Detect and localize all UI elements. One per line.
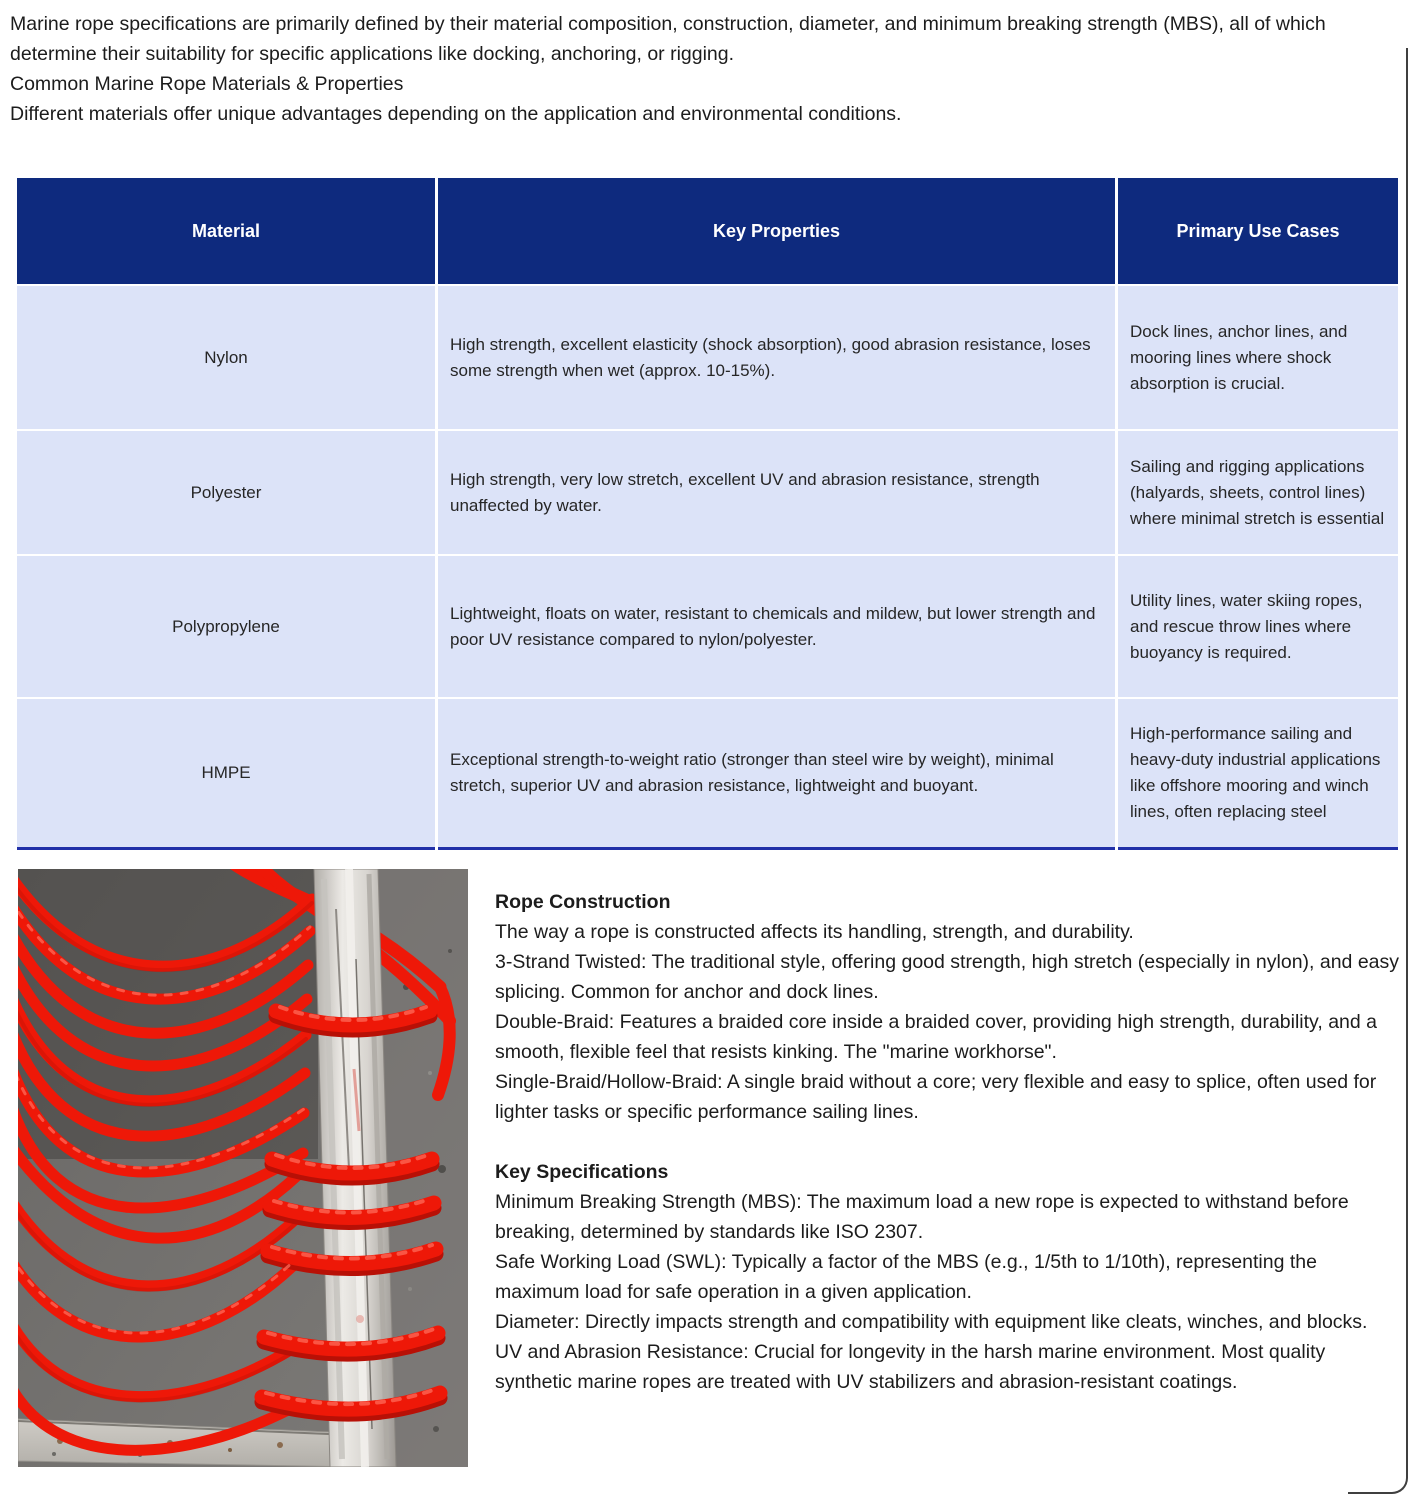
rope-photo: [18, 869, 468, 1467]
construction-paragraph: 3-Strand Twisted: The traditional style, offering good strength, high stretch (especially in nylon), and easy splicing. Common for anchor and dock lines.: [495, 950, 1400, 1003]
header-key-properties: Key Properties: [437, 177, 1117, 285]
material-cell: HMPE: [16, 698, 437, 848]
specifications-heading: Key Specifications: [495, 1160, 669, 1183]
construction-paragraph: Double-Braid: Features a braided core inside a braided cover, providing high strength, durability, and a smooth, flexible feel that resists kinking. The "marine workhorse".: [495, 1010, 1377, 1063]
rope-photo-illustration: [18, 869, 468, 1467]
construction-paragraph: The way a rope is constructed affects its handling, strength, and durability.: [495, 920, 1134, 943]
properties-cell: High strength, excellent elasticity (shock absorption), good abrasion resistance, loses some strength when wet (approx. 10-15%).: [437, 285, 1117, 430]
specifications-paragraph: Safe Working Load (SWL): Typically a factor of the MBS (e.g., 1/5th to 1/10th), representing the maximum load for safe operation in a given application.: [495, 1250, 1317, 1303]
header-primary-use-cases: Primary Use Cases: [1117, 177, 1400, 285]
section-title: Common Marine Rope Materials & Properties: [10, 73, 404, 95]
properties-cell: High strength, very low stretch, excellent UV and abrasion resistance, strength unaffected by water.: [437, 430, 1117, 555]
intro-text: [0, 0, 1412, 129]
use-cases-cell: Sailing and rigging applications (halyards, sheets, control lines) where minimal stretch is essential: [1117, 430, 1400, 555]
section-subtitle: Different materials offer unique advantages depending on the application and environmental conditions.: [10, 103, 902, 125]
specifications-paragraph: Minimum Breaking Strength (MBS): The maximum load a new rope is expected to withstand before breaking, determined by standards like ISO 2307.: [495, 1190, 1349, 1243]
table-row: [16, 698, 1400, 848]
bottom-section: [18, 869, 1400, 1467]
properties-cell: Exceptional strength-to-weight ratio (stronger than steel wire by weight), minimal stretch, superior UV and abrasion resistance, lightweight and buoyant.: [437, 698, 1117, 848]
construction-heading: Rope Construction: [495, 890, 671, 913]
materials-table-container: [14, 176, 1398, 850]
use-cases-cell: Dock lines, anchor lines, and mooring lines where shock absorption is crucial.: [1117, 285, 1400, 430]
specifications-paragraph: UV and Abrasion Resistance: Crucial for longevity in the harsh marine environment. Most quality synthetic marine ropes are treated with UV stabilizers and abrasion-resistant coatings.: [495, 1340, 1326, 1393]
rope-info-text: [495, 869, 1399, 1397]
material-cell: Nylon: [16, 285, 437, 430]
construction-paragraph: Single-Braid/Hollow-Braid: A single braid without a core; very flexible and easy to splice, often used for lighter tasks or specific performance sailing lines.: [495, 1070, 1377, 1123]
use-cases-cell: High-performance sailing and heavy-duty industrial applications like offshore mooring and winch lines, often replacing steel: [1117, 698, 1400, 848]
intro-paragraph: Marine rope specifications are primarily defined by their material composition, construction, diameter, and minimum breaking strength (MBS), all of which determine their suitability for specific applications like docking, anchoring, or rigging.: [10, 13, 1326, 65]
material-cell: Polypropylene: [16, 555, 437, 698]
use-cases-cell: Utility lines, water skiing ropes, and rescue throw lines where buoyancy is required.: [1117, 555, 1400, 698]
table-row: [16, 430, 1400, 555]
table-header-row: [16, 177, 1400, 285]
properties-cell: Lightweight, floats on water, resistant to chemicals and mildew, but lower strength and poor UV resistance compared to nylon/polyester.: [437, 555, 1117, 698]
table-row: [16, 285, 1400, 430]
header-material: Material: [16, 177, 437, 285]
table-row: [16, 555, 1400, 698]
materials-table: [14, 176, 1401, 850]
specifications-paragraph: Diameter: Directly impacts strength and compatibility with equipment like cleats, winches, and blocks.: [495, 1310, 1368, 1333]
material-cell: Polyester: [16, 430, 437, 555]
